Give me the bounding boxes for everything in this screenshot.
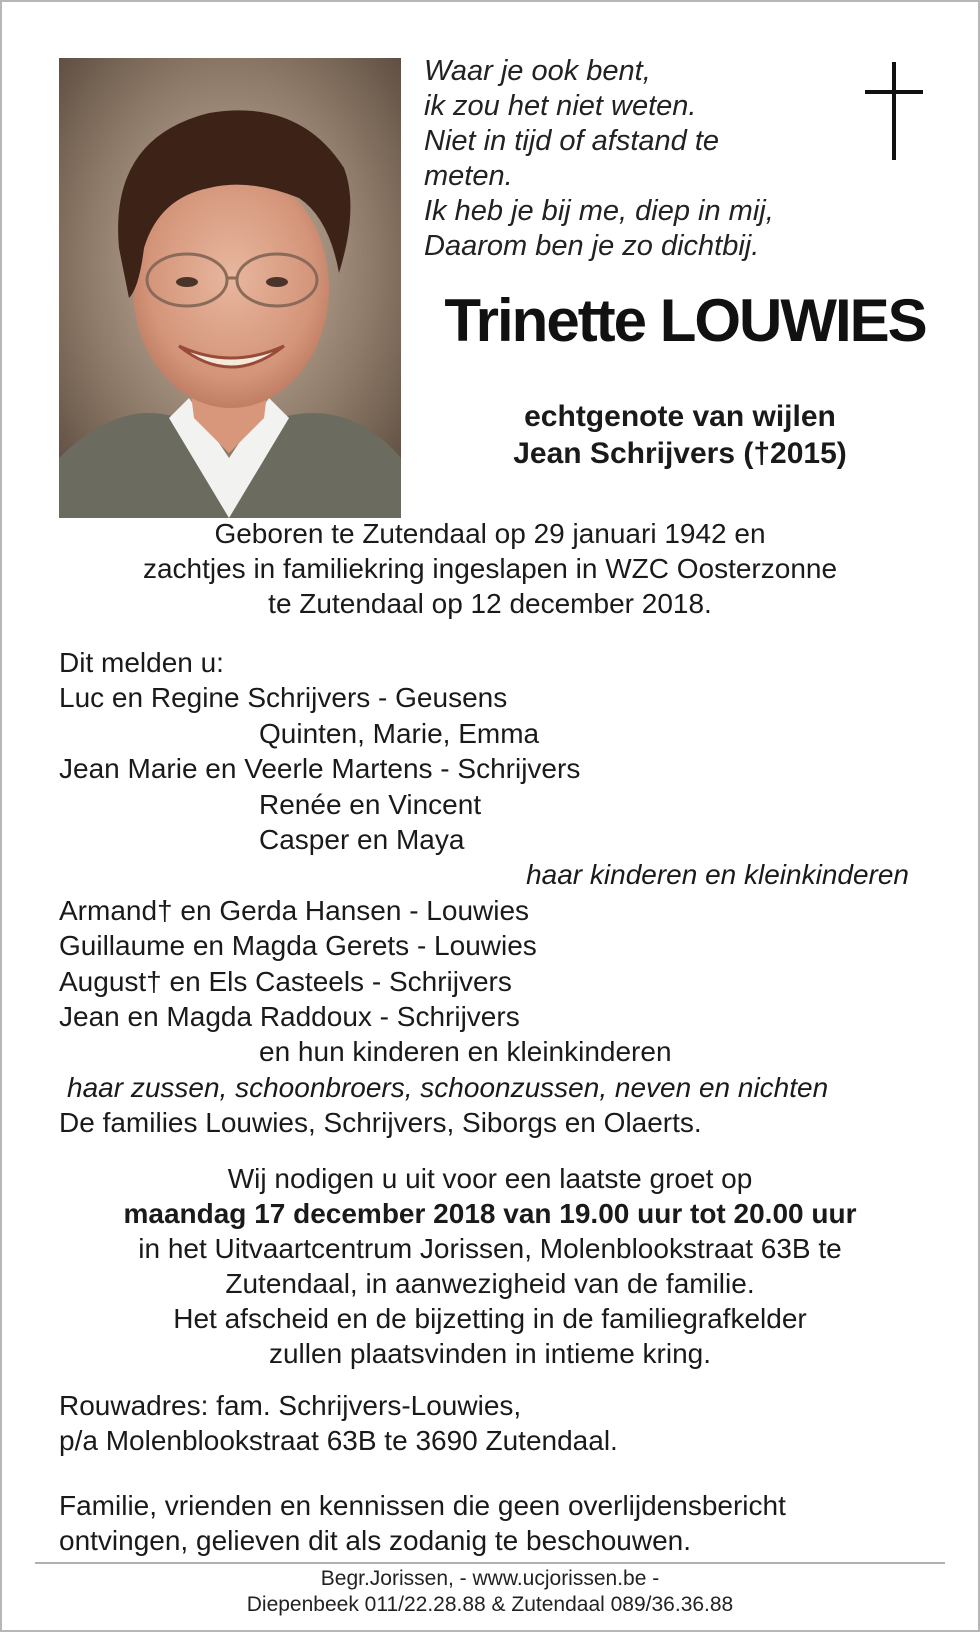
portrait-photo — [59, 58, 401, 518]
invitation-line: Zutendaal, in aanwezigheid van de familie. — [225, 1268, 755, 1299]
family-line: Armand† en Gerda Hansen - Louwies — [59, 894, 530, 926]
family-line: Luc en Regine Schrijvers - Geusens — [59, 682, 508, 714]
address-line: Rouwadres: fam. Schrijvers-Louwies, — [59, 1390, 522, 1421]
family-line: haar zussen, schoonbroers, schoonzussen, neven en nichten — [67, 1071, 829, 1103]
invitation-date: maandag 17 december 2018 van 19.00 uur tot 20.00 uur — [123, 1198, 857, 1229]
footer-line: Begr.Jorissen, - www.ucjorissen.be - — [320, 1567, 660, 1590]
life-statement — [40, 516, 940, 621]
mourning-address — [59, 1388, 939, 1459]
notice-line: Familie, vrienden en kennissen die geen overlijdensbericht — [59, 1490, 786, 1521]
footer-line: Diepenbeek 011/22.28.88 & Zutendaal 089/36.36.88 — [246, 1593, 734, 1616]
latin-cross-icon — [865, 62, 923, 160]
family-line: Guillaume en Magda Gerets - Louwies — [59, 930, 537, 962]
invitation-line: in het Uitvaartcentrum Jorissen, Molenblookstraat 63B te — [138, 1233, 842, 1264]
poem-line: meten. — [424, 160, 513, 192]
address-line: p/a Molenblookstraat 63B te 3690 Zutendaal. — [59, 1425, 618, 1457]
family-line: August† en Els Casteels - Schrijvers — [59, 965, 512, 997]
notice-line: ontvingen, gelieven dit als zodanig te beschouwen. — [59, 1525, 691, 1557]
spouse-info — [440, 398, 920, 472]
family-line: Renée en Vincent — [259, 788, 482, 820]
poem-line: ik zou het niet weten. — [424, 90, 697, 122]
footer-divider — [35, 1562, 945, 1564]
family-line: Casper en Maya — [259, 824, 465, 856]
family-line: Jean en Magda Raddoux - Schrijvers — [59, 1001, 520, 1033]
family-line: haar kinderen en kleinkinderen — [526, 859, 909, 891]
poem-line: Niet in tijd of afstand te — [424, 125, 719, 157]
invitation-line: Wij nodigen u uit voor een laatste groet op — [227, 1163, 753, 1194]
poem-line: Ik heb je bij me, diep in mij, — [424, 195, 774, 227]
invitation — [40, 1161, 940, 1371]
poem-line: Waar je ook bent, — [424, 55, 651, 87]
family-intro: Dit melden u: — [59, 647, 224, 678]
poem-line: Daarom ben je zo dichtbij. — [424, 230, 760, 262]
family-line: Jean Marie en Veerle Martens - Schrijvers — [59, 753, 581, 785]
family-line: De families Louwies, Schrijvers, Siborgs en Olaerts. — [59, 1107, 702, 1139]
invitation-line: Het afscheid en de bijzetting in de familiegrafkelder — [173, 1303, 807, 1334]
life-line: zachtjes in familiekring ingeslapen in WZC Oosterzonne — [142, 553, 838, 584]
spouse-line: echtgenote van wijlen — [524, 400, 836, 433]
notice — [59, 1488, 939, 1559]
invitation-line: zullen plaatsvinden in intieme kring. — [268, 1338, 712, 1369]
spouse-line: Jean Schrijvers (†2015) — [513, 437, 847, 470]
footer — [40, 1566, 940, 1618]
family-line: Quinten, Marie, Emma — [259, 717, 540, 749]
life-line: te Zutendaal op 12 december 2018. — [268, 588, 712, 619]
poem — [424, 54, 844, 264]
family-list — [59, 645, 939, 1141]
family-line: en hun kinderen en kleinkinderen — [259, 1036, 672, 1068]
life-line: Geboren te Zutendaal op 29 januari 1942 en — [214, 518, 766, 549]
deceased-name: Trinette LOUWIES — [444, 287, 926, 354]
